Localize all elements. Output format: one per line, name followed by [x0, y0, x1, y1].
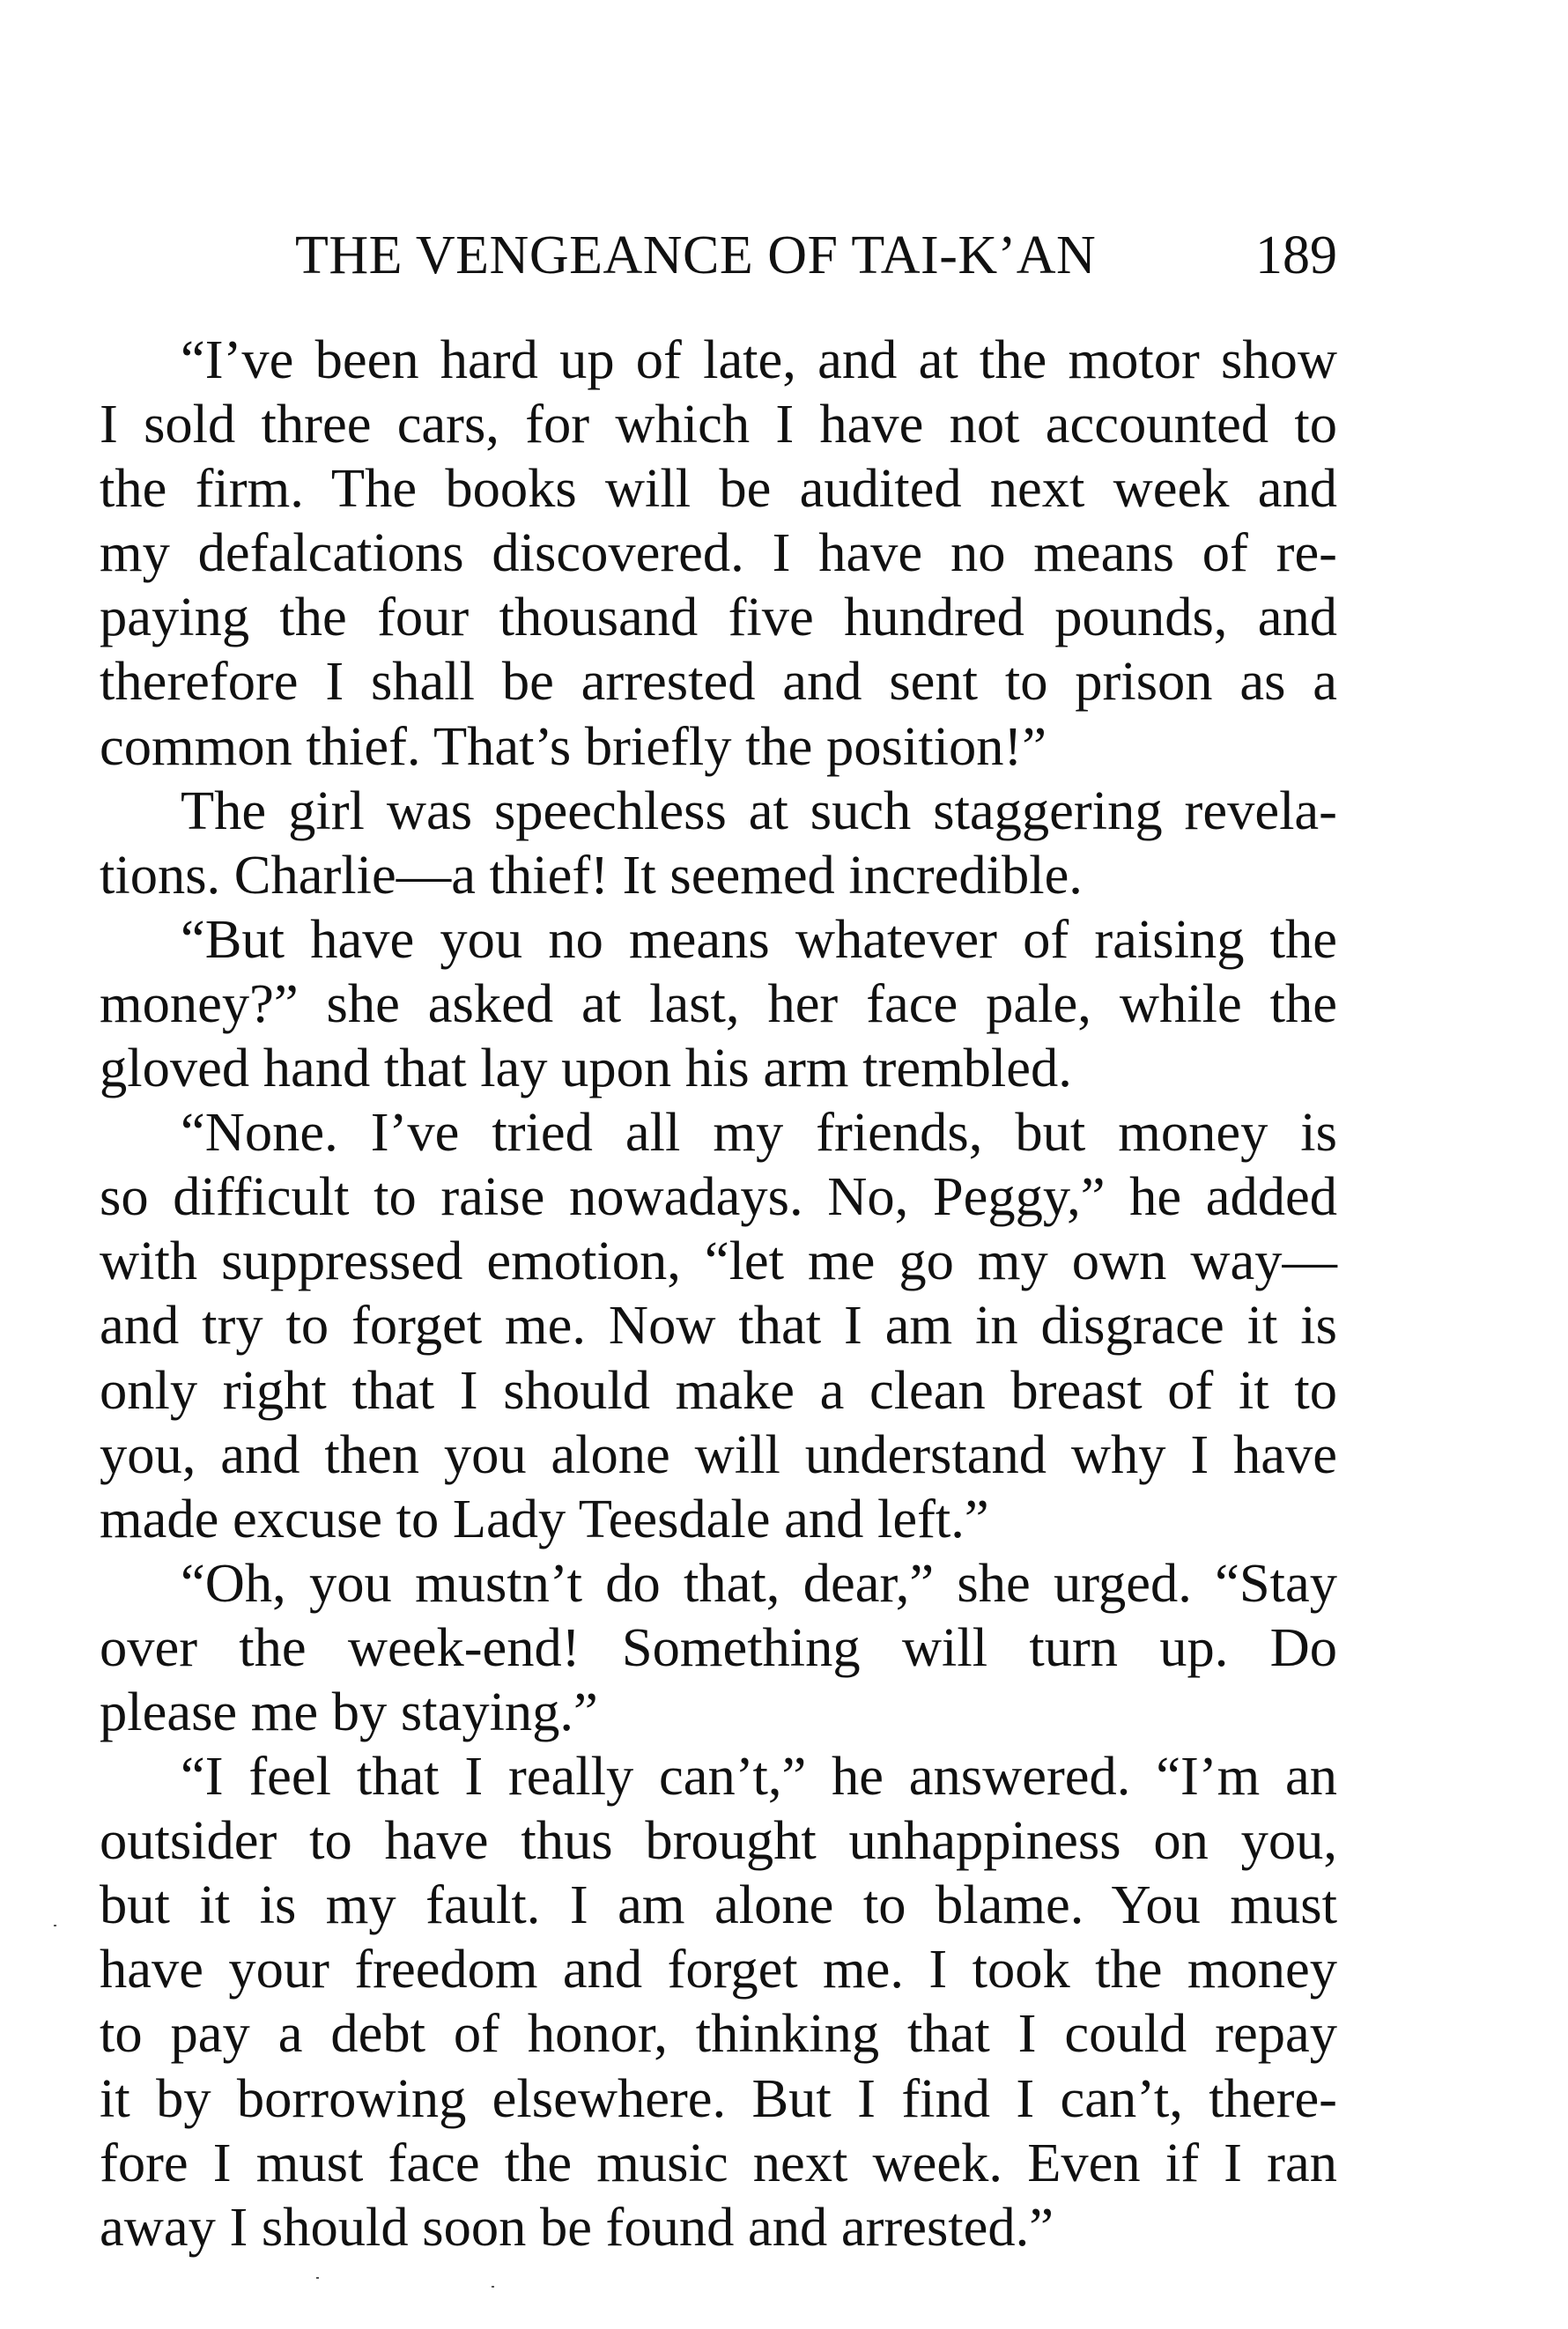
text-line: I sold three cars, for which I have not accounted to [100, 393, 1337, 455]
body-text [100, 328, 1337, 2259]
text-line: over the week-end! Something will turn up. Do [100, 1616, 1337, 1678]
text-line: you, and then you alone will understand why I have [100, 1423, 1337, 1485]
text-line: with suppressed emotion, “let me go my own way— [100, 1230, 1337, 1292]
running-head [100, 220, 1337, 291]
print-speck [316, 2277, 319, 2279]
text-line: my defalcations discovered. I have no means of re- [100, 521, 1337, 584]
book-page [100, 0, 1337, 2329]
text-line: money?” she asked at last, her face pale, while the [100, 972, 1337, 1034]
text-line: the firm. The books will be audited next week and [100, 457, 1337, 520]
text-line: but it is my fault. I am alone to blame. You must [100, 1874, 1337, 1936]
text-line: have your freedom and forget me. I took the money [100, 1938, 1337, 2000]
text-line: it by borrowing elsewhere. But I find I can’t, there- [100, 2067, 1337, 2129]
text-line: “Oh, you mustn’t do that, dear,” she urged. “Stay [181, 1551, 1337, 1614]
text-line: tions. Charlie—a thief! It seemed incredible. [100, 843, 1083, 906]
text-line: fore I must face the music next week. Even if I ran [100, 2131, 1337, 2193]
text-line: made excuse to Lady Teesdale and left.” [100, 1487, 989, 1549]
text-line: “I feel that I really can’t,” he answered. “I’m an [181, 1745, 1337, 1808]
text-line: The girl was speechless at such staggering revela- [181, 779, 1337, 841]
text-line: only right that I should make a clean breast of it to [100, 1358, 1337, 1421]
text-line: “But have you no means whatever of raising the [181, 907, 1337, 970]
text-line: paying the four thousand five hundred pounds, and [100, 586, 1337, 648]
text-line: “I’ve been hard up of late, and at the motor show [181, 329, 1337, 390]
page-number: 189 [1255, 226, 1337, 285]
text-line: to pay a debt of honor, thinking that I could repay [100, 2002, 1337, 2065]
print-speck [54, 1925, 56, 1926]
running-title: THE VENGEANCE OF TAI-K’AN [295, 226, 1097, 285]
print-speck [492, 2286, 494, 2288]
text-line: therefore I shall be arrested and sent to prison as a [100, 650, 1337, 713]
text-line: outsider to have thus brought unhappiness on you, [100, 1809, 1337, 1872]
text-line: away I should soon be found and arrested.” [100, 2195, 1054, 2258]
text-line: gloved hand that lay upon his arm trembled. [100, 1037, 1072, 1099]
text-line: common thief. That’s briefly the position!” [100, 714, 1047, 777]
text-line: so difficult to raise nowadays. No, Peggy,” he added [100, 1165, 1337, 1228]
text-line: and try to forget me. Now that I am in disgrace it is [100, 1294, 1337, 1357]
text-line: please me by staying.” [100, 1680, 598, 1742]
text-line: “None. I’ve tried all my friends, but money is [181, 1101, 1337, 1164]
